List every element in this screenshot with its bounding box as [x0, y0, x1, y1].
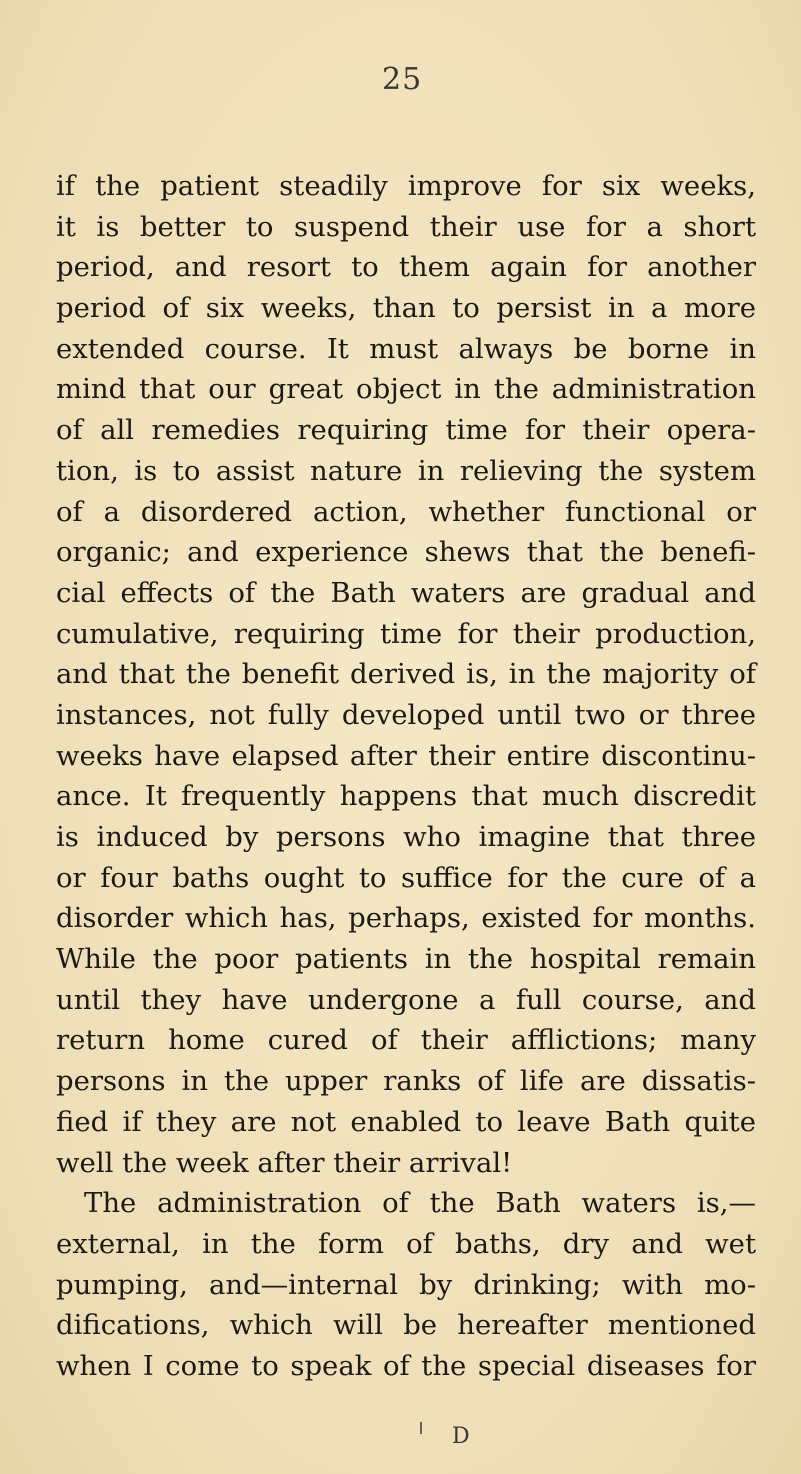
text-line: cumulative, requiring time for their production, [56, 617, 756, 650]
text-line: extended course. It must always be borne in [56, 332, 756, 365]
text-line: The administration of the Bath waters is,— [84, 1187, 756, 1220]
signature-mark: D [452, 1424, 470, 1449]
text-line: fied if they are not enabled to leave Bath quite [56, 1105, 756, 1138]
text-line: well the week after their arrival! [56, 1146, 513, 1179]
text-line: ance. It frequently happens that much discredit [56, 780, 756, 813]
text-line: organic; and experience shews that the benefi- [56, 536, 756, 569]
text-line: While the poor patients in the hospital remain [56, 943, 756, 976]
text-line: of a disordered action, whether functional or [56, 495, 756, 528]
text-line: difications, which will be hereafter mentioned [56, 1309, 756, 1342]
text-line: it is better to suspend their use for a short [56, 210, 756, 243]
text-line: return home cured of their afflictions; many [56, 1024, 756, 1057]
text-line: pumping, and—internal by drinking; with mo- [56, 1268, 756, 1301]
text-line: and that the benefit derived is, in the majority of [56, 658, 756, 691]
text-line: external, in the form of baths, dry and wet [56, 1227, 756, 1260]
text-line: period, and resort to them again for another [56, 251, 756, 284]
text-line: until they have undergone a full course, and [56, 983, 756, 1016]
text-line: cial effects of the Bath waters are gradual and [56, 576, 756, 609]
text-line: or four baths ought to suffice for the cure of a [56, 861, 756, 894]
text-line: period of six weeks, than to persist in a more [56, 292, 756, 325]
text-line: when I come to speak of the special diseases for [56, 1349, 756, 1382]
body-text [56, 166, 756, 1387]
text-line: weeks have elapsed after their entire discontinu- [56, 739, 756, 772]
printer-mark [420, 1422, 422, 1434]
text-line: instances, not fully developed until two or three [56, 698, 756, 731]
text-line: if the patient steadily improve for six weeks, [56, 170, 756, 202]
text-line: of all remedies requiring time for their opera- [56, 414, 756, 447]
page-number: 25 [382, 62, 423, 97]
text-line: tion, is to assist nature in relieving the system [56, 454, 756, 487]
text-line: is induced by persons who imagine that three [56, 821, 756, 853]
text-line: disorder which has, perhaps, existed for months. [56, 902, 756, 935]
text-line: persons in the upper ranks of life are dissatis- [56, 1065, 756, 1098]
text-line: mind that our great object in the administration [56, 373, 756, 406]
